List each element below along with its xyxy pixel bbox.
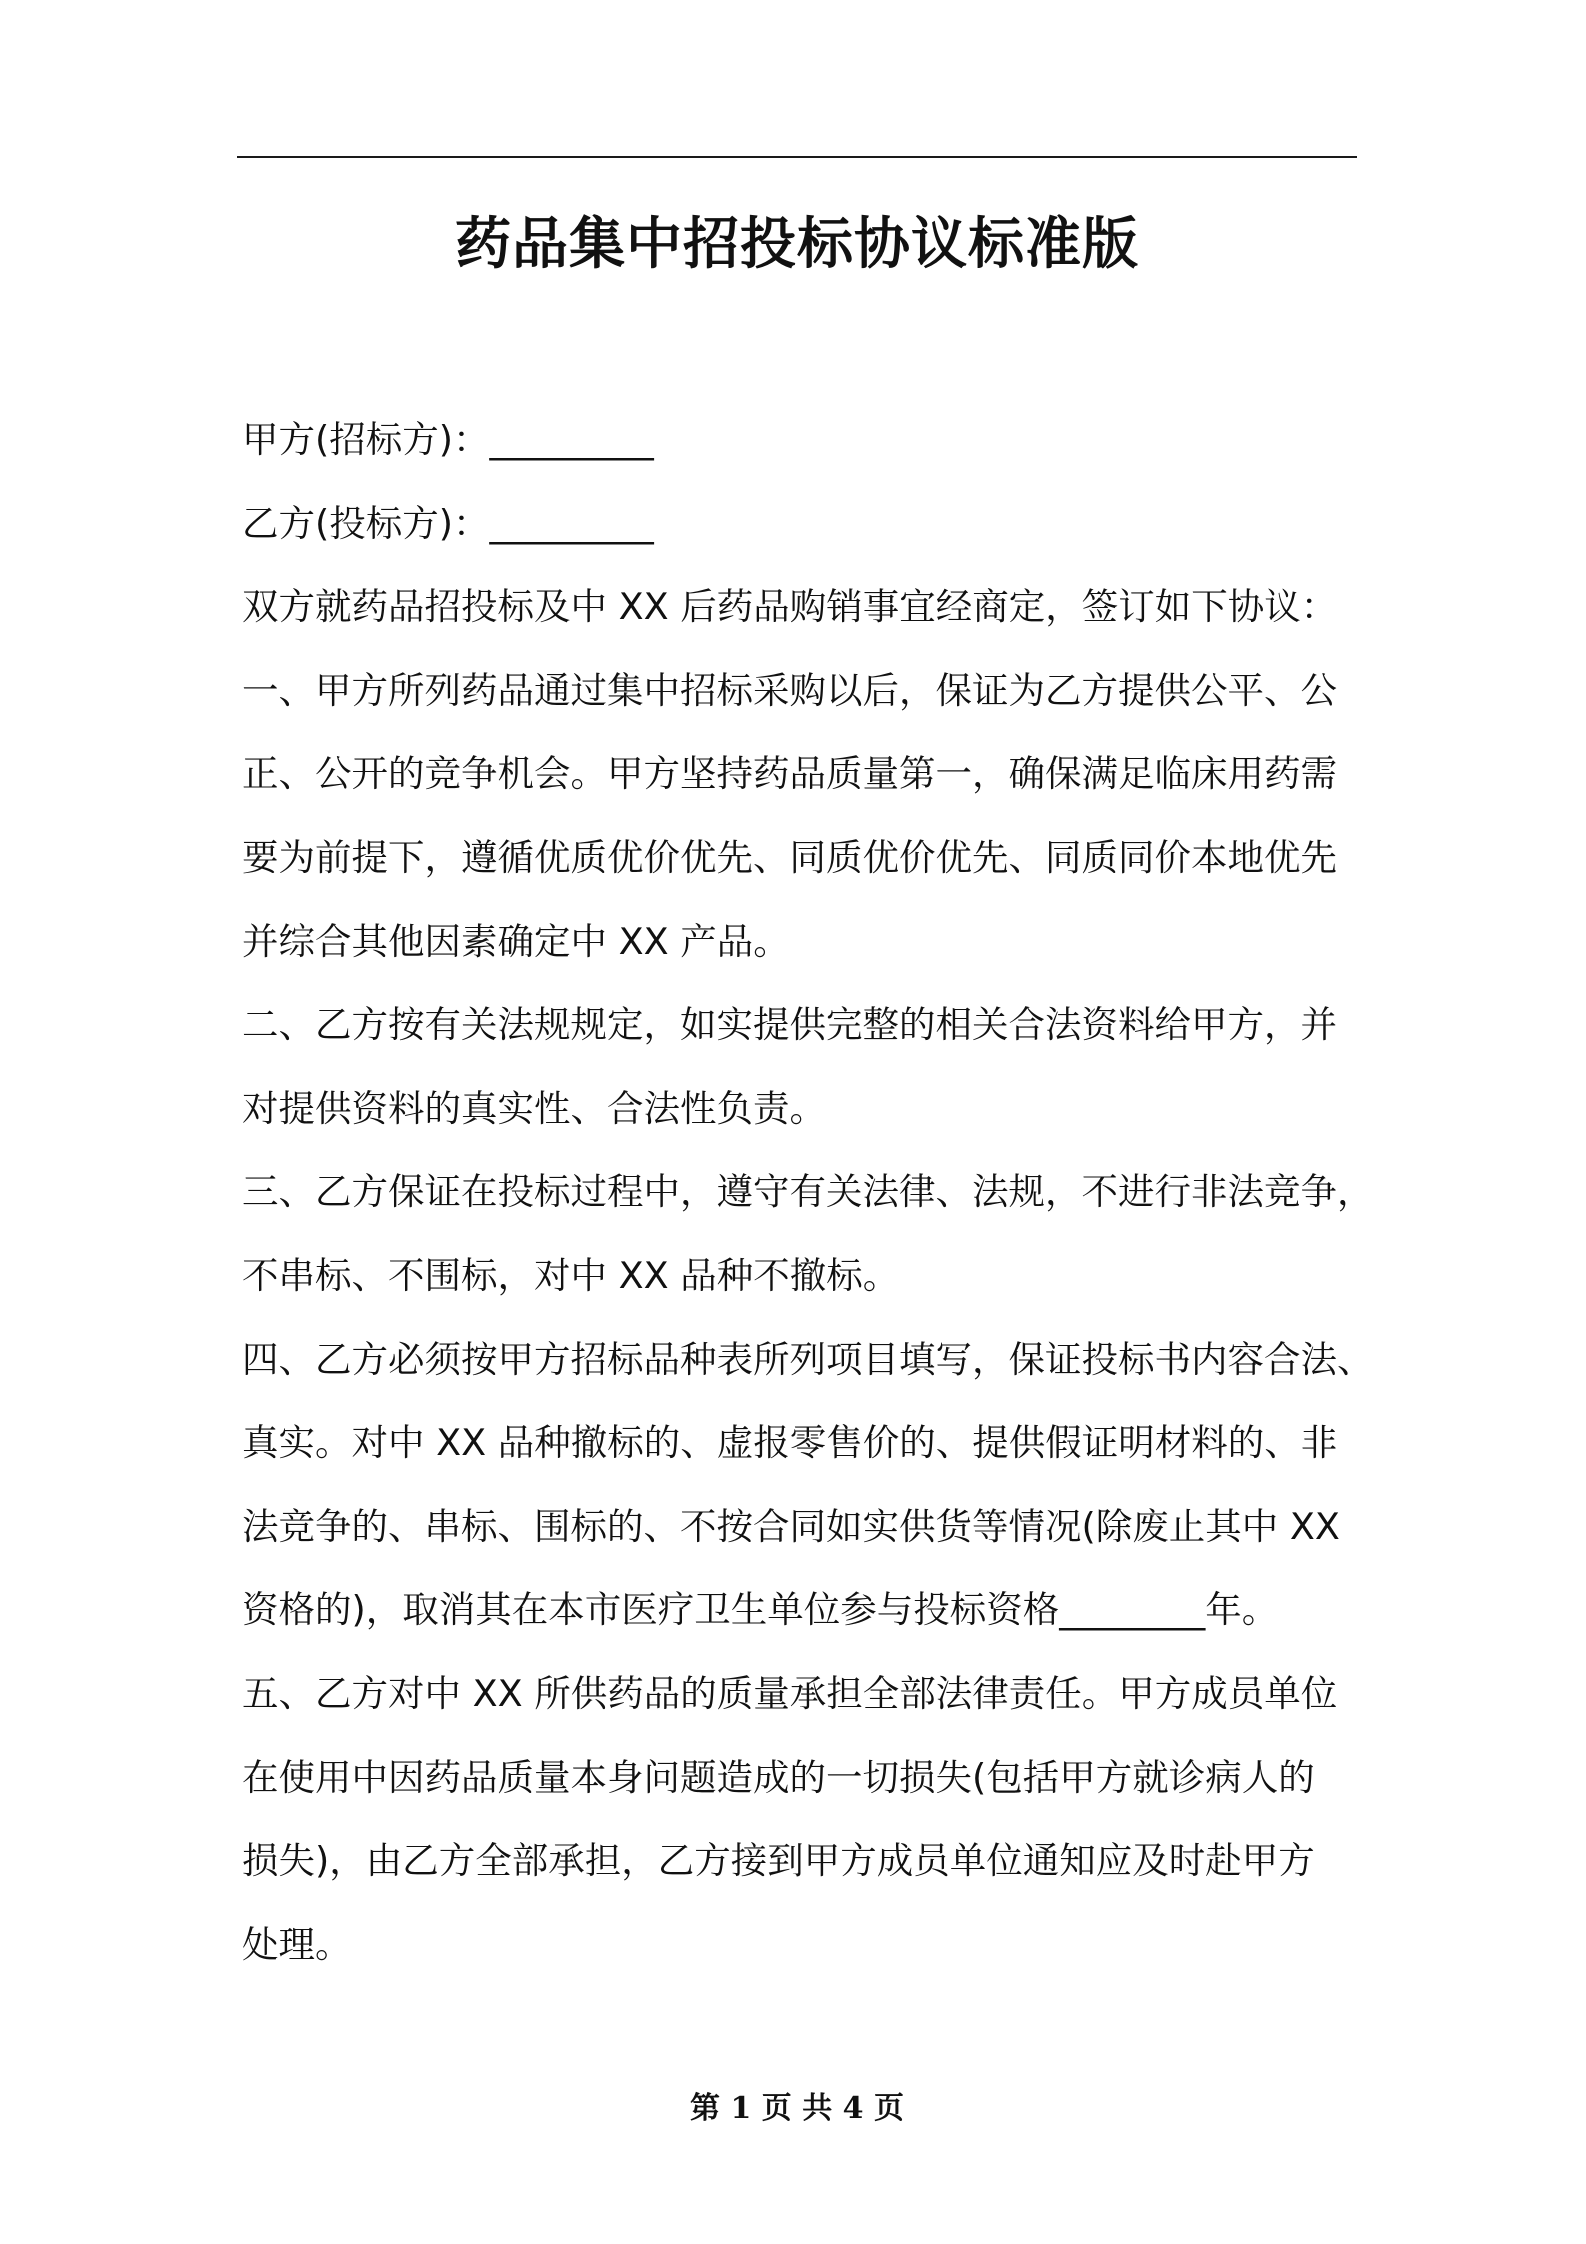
document-title: 药品集中招投标协议标准版: [455, 212, 1139, 277]
clause-2-line-2: 对提供资料的真实性、合法性负责。: [242, 1086, 826, 1130]
clause-2-line-1: 二、乙方按有关法规规定，如实提供完整的相关合法资料给甲方，并: [242, 1003, 1337, 1047]
clause-4-line-1: 四、乙方必须按甲方招标品种表所列项目填写，保证投标书内容合法、: [242, 1337, 1374, 1381]
clause-1-line-1: 一、甲方所列药品通过集中招标采购以后，保证为乙方提供公平、公: [242, 668, 1337, 712]
party-b-line: 乙方(投标方)：_________: [242, 501, 654, 545]
header-rule: [237, 156, 1357, 158]
clause-1-line-4: 并综合其他因素确定中 XX 产品。: [242, 919, 790, 963]
clause-4-line-4: 资格的)，取消其在本市医疗卫生单位参与投标资格________年。: [242, 1588, 1279, 1632]
clause-3-line-2: 不串标、不围标，对中 XX 品种不撤标。: [242, 1253, 900, 1297]
clause-4-line-3: 法竞争的、串标、围标的、不按合同如实供货等情况(除废止其中 XX: [242, 1504, 1340, 1548]
party-a-line: 甲方(招标方)：_________: [242, 418, 654, 461]
clause-5-line-3: 损失)，由乙方全部承担，乙方接到甲方成员单位通知应及时赴甲方: [242, 1839, 1315, 1883]
clause-5-line-2: 在使用中因药品质量本身问题造成的一切损失(包括甲方就诊病人的: [242, 1755, 1315, 1799]
clause-1-line-3: 要为前提下，遵循优质优价优先、同质优价优先、同质同价本地优先: [242, 835, 1337, 879]
clause-3-line-1: 三、乙方保证在投标过程中，遵守有关法律、法规，不进行非法竞争，: [242, 1170, 1374, 1214]
document-body: [242, 398, 1374, 1986]
clause-1-line-2: 正、公开的竞争机会。甲方坚持药品质量第一，确保满足临床用药需: [242, 752, 1337, 796]
page-number-footer: 第 1 页 共 4 页: [690, 2091, 904, 2126]
clause-4-line-2: 真实。对中 XX 品种撤标的、虚报零售价的、提供假证明材料的、非: [242, 1421, 1338, 1465]
preamble-line: 双方就药品招投标及中 XX 后药品购销事宜经商定，签订如下协议：: [242, 585, 1338, 629]
clause-5-line-4: 处理。: [242, 1922, 352, 1966]
clause-5-line-1: 五、乙方对中 XX 所供药品的质量承担全部法律责任。甲方成员单位: [242, 1671, 1338, 1715]
